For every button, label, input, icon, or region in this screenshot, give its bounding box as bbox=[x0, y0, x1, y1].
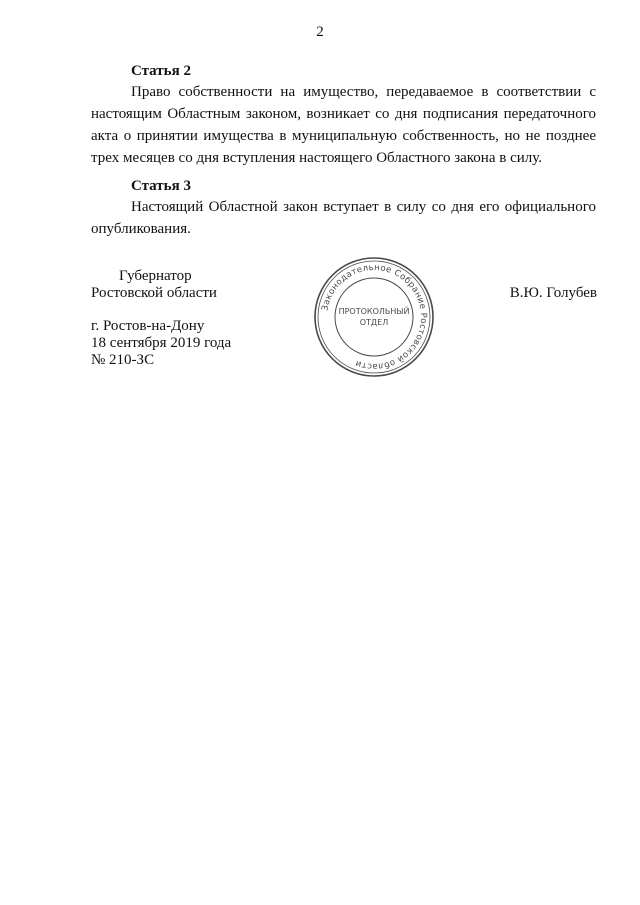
official-seal bbox=[313, 256, 435, 378]
law-number: № 210-ЗС bbox=[91, 352, 155, 368]
article-2-heading: Статья 2 bbox=[131, 63, 191, 79]
governor-name: В.Ю. Голубев bbox=[509, 285, 597, 301]
article-2-line-1: Право собственности на имущество, передаваемое в соответствии с bbox=[131, 84, 596, 100]
article-2-text bbox=[91, 81, 596, 169]
date: 18 сентября 2019 года bbox=[91, 335, 232, 351]
page-number: 2 bbox=[316, 24, 324, 40]
seal-inner-ring bbox=[335, 278, 413, 356]
governor-title: Губернатор bbox=[119, 268, 192, 284]
article-3-text bbox=[91, 196, 596, 240]
city: г. Ростов-на-Дону bbox=[91, 318, 205, 334]
article-2-line-2: настоящим Областным законом, возникает со дня подписания передаточного bbox=[91, 106, 596, 122]
article-3-line-2: опубликования. bbox=[91, 221, 191, 237]
place-date-block bbox=[91, 318, 231, 369]
signatory-title-block bbox=[91, 268, 217, 302]
seal-inner-line-1: ПРОТОКОЛЬНЫЙ bbox=[338, 307, 410, 316]
seal-inner-line-2: ОТДЕЛ bbox=[359, 318, 389, 327]
article-2-line-4: трех месяцев со дня вступления настоящего Областного закона в силу. bbox=[91, 150, 542, 166]
article-3-line-1: Настоящий Областной закон вступает в силу со дня его официального bbox=[131, 199, 596, 215]
article-3-heading: Статья 3 bbox=[131, 178, 191, 194]
governor-region: Ростовской области bbox=[91, 285, 217, 301]
seal-outer-text: Законодательное Собрание Ростовской области bbox=[320, 262, 429, 372]
article-2-line-3: акта о принятии имущества в муниципальную собственность, но не позднее bbox=[91, 128, 596, 144]
seal-outer-ring bbox=[315, 258, 433, 376]
